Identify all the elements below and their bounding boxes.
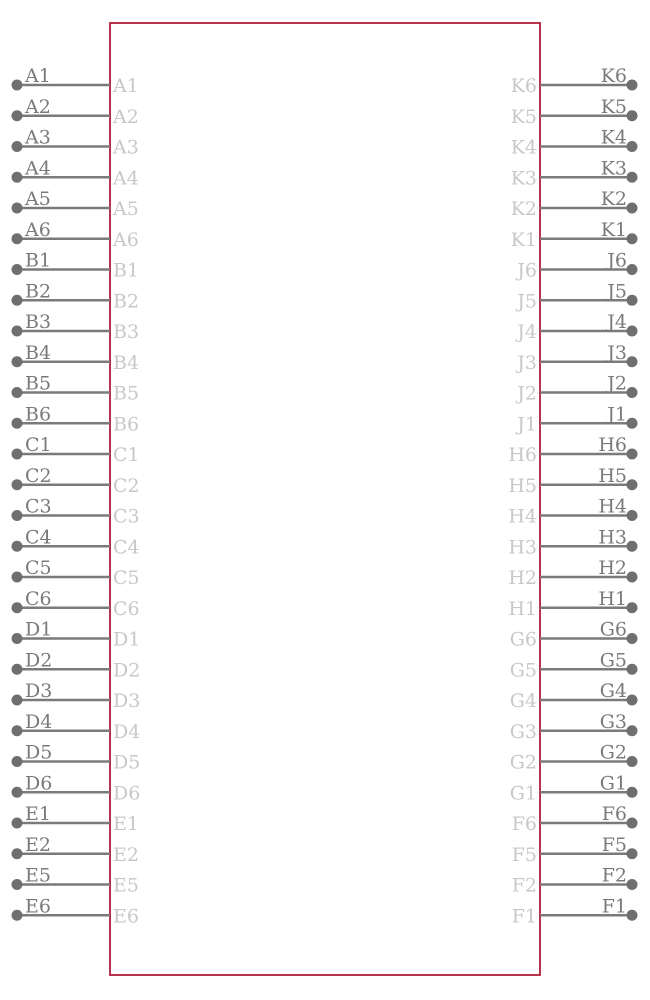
pin-number-label: J1	[607, 403, 627, 426]
pin-number-label: C2	[25, 464, 52, 487]
pin-number-label: E1	[25, 803, 51, 825]
pin-number-label: G6	[599, 618, 627, 641]
pin-name-label: B4	[113, 351, 140, 374]
pin-name-label: F6	[511, 813, 537, 835]
pin-name-label: E6	[113, 905, 139, 928]
pin-number-label: G1	[599, 772, 627, 795]
pin-terminal-dot	[627, 264, 638, 275]
pin-terminal-dot	[12, 756, 23, 767]
pin-number-label: B1	[25, 249, 52, 272]
pin-number-label: D4	[25, 710, 53, 733]
pin-number-label: A4	[25, 157, 51, 180]
pin-terminal-dot	[12, 295, 23, 306]
pin-terminal-dot	[12, 879, 23, 890]
pin-number-label: H2	[598, 557, 627, 579]
pin-terminal-dot	[627, 295, 638, 306]
pin-number-label: J5	[607, 280, 627, 303]
pin-number-label: K6	[600, 65, 627, 87]
pin-number-label: D6	[25, 772, 53, 795]
pin-terminal-dot	[12, 725, 23, 736]
pin-name-label: G4	[509, 690, 537, 712]
pin-number-label: E6	[25, 895, 51, 918]
pin-number-label: J2	[607, 372, 627, 395]
pin-name-label: B2	[113, 290, 140, 313]
pin-name-label: A5	[113, 198, 139, 220]
pin-number-label: F6	[601, 803, 627, 825]
pin-number-label: J3	[607, 341, 627, 364]
pin-number-label: G5	[599, 649, 627, 672]
pin-terminal-dot	[627, 326, 638, 337]
pin-name-label: H6	[508, 444, 537, 466]
pin-name-label: G5	[509, 659, 537, 682]
pin-name-label: G6	[509, 628, 537, 651]
pin-terminal-dot	[12, 664, 23, 675]
component-body	[110, 23, 540, 975]
pin-name-label: D5	[113, 751, 141, 774]
pin-name-label: F5	[511, 843, 537, 866]
pin-number-label: D1	[25, 618, 53, 641]
pin-terminal-dot	[12, 510, 23, 521]
pin-terminal-dot	[627, 818, 638, 829]
pin-name-label: K1	[510, 228, 537, 251]
pin-number-label: E2	[25, 833, 51, 856]
pin-terminal-dot	[12, 80, 23, 91]
pin-name-label: D3	[113, 690, 141, 712]
pin-terminal-dot	[627, 848, 638, 859]
pin-number-label: H3	[598, 526, 627, 549]
pin-number-label: K1	[600, 218, 627, 241]
pin-number-label: C3	[25, 495, 52, 518]
pin-terminal-dot	[12, 848, 23, 859]
pin-terminal-dot	[12, 818, 23, 829]
pin-name-label: D6	[113, 782, 141, 805]
pin-terminal-dot	[627, 203, 638, 214]
pin-number-label: G3	[599, 710, 627, 733]
pin-name-label: K3	[510, 167, 537, 190]
pin-terminal-dot	[627, 879, 638, 890]
pin-terminal-dot	[627, 756, 638, 767]
pin-name-label: E5	[113, 874, 139, 897]
pin-terminal-dot	[627, 80, 638, 91]
pin-name-label: B6	[113, 413, 140, 436]
pin-terminal-dot	[12, 110, 23, 121]
pin-terminal-dot	[12, 910, 23, 921]
pin-name-label: K2	[510, 198, 537, 220]
pin-terminal-dot	[627, 387, 638, 398]
pin-terminal-dot	[12, 695, 23, 706]
pin-number-label: H6	[598, 434, 627, 456]
pin-name-label: C1	[113, 444, 140, 466]
pin-name-label: C3	[113, 505, 140, 528]
pin-name-label: C6	[113, 597, 140, 620]
pin-name-label: J1	[517, 413, 537, 436]
pin-number-label: G2	[599, 741, 627, 764]
pin-terminal-dot	[12, 787, 23, 798]
pin-terminal-dot	[12, 449, 23, 460]
pin-number-label: A5	[25, 188, 51, 210]
pin-number-label: B5	[25, 372, 52, 395]
pin-number-label: C5	[25, 557, 52, 579]
pin-terminal-dot	[627, 172, 638, 183]
pin-name-label: C5	[113, 567, 140, 589]
pin-number-label: C6	[25, 587, 52, 610]
pin-name-label: J6	[517, 259, 537, 282]
pin-terminal-dot	[12, 602, 23, 613]
pin-name-label: J4	[517, 321, 537, 343]
pin-terminal-dot	[12, 356, 23, 367]
pin-terminal-dot	[12, 233, 23, 244]
pin-terminal-dot	[12, 541, 23, 552]
pin-name-label: D4	[113, 720, 141, 743]
pin-name-label: K6	[510, 75, 537, 97]
pin-name-label: D2	[113, 659, 141, 682]
pin-number-label: D2	[25, 649, 53, 672]
pin-terminal-dot	[627, 479, 638, 490]
pin-number-label: J6	[607, 249, 627, 272]
pin-name-label: C2	[113, 474, 140, 497]
pin-number-label: B2	[25, 280, 52, 303]
pin-number-label: A2	[25, 95, 51, 118]
pin-name-label: K4	[510, 136, 537, 159]
pin-terminal-dot	[12, 633, 23, 644]
pin-terminal-dot	[12, 572, 23, 583]
pin-name-label: D1	[113, 628, 141, 651]
pin-number-label: F1	[601, 895, 627, 918]
pin-name-label: A1	[113, 75, 139, 97]
pin-name-label: B1	[113, 259, 140, 282]
pin-terminal-dot	[627, 633, 638, 644]
pin-name-label: E2	[113, 843, 139, 866]
pin-terminal-dot	[12, 172, 23, 183]
pin-terminal-dot	[627, 110, 638, 121]
pin-name-label: A2	[113, 105, 139, 128]
pin-terminal-dot	[627, 418, 638, 429]
pin-number-label: G4	[599, 680, 627, 702]
pin-number-label: H1	[598, 587, 627, 610]
pin-name-label: E1	[113, 813, 139, 835]
pin-name-label: K5	[510, 105, 537, 128]
pin-number-label: C1	[25, 434, 52, 456]
pin-name-label: H3	[508, 536, 537, 559]
pin-terminal-dot	[627, 572, 638, 583]
pin-number-label: K4	[600, 126, 627, 149]
pin-number-label: K2	[600, 188, 627, 210]
pin-name-label: F2	[511, 874, 537, 897]
pin-terminal-dot	[12, 203, 23, 214]
pin-terminal-dot	[627, 356, 638, 367]
pin-terminal-dot	[627, 233, 638, 244]
pin-number-label: K5	[600, 95, 627, 118]
pin-name-label: B5	[113, 382, 140, 405]
pin-number-label: A3	[25, 126, 51, 149]
pin-name-label: H1	[508, 597, 537, 620]
pin-name-label: A4	[113, 167, 139, 190]
pin-number-label: C4	[25, 526, 52, 549]
pin-terminal-dot	[12, 326, 23, 337]
pin-terminal-dot	[627, 541, 638, 552]
pin-terminal-dot	[627, 910, 638, 921]
pin-name-label: J3	[517, 351, 537, 374]
pin-number-label: B4	[25, 341, 52, 364]
pin-number-label: B6	[25, 403, 52, 426]
pin-terminal-dot	[627, 449, 638, 460]
pin-terminal-dot	[627, 725, 638, 736]
pin-name-label: J5	[517, 290, 537, 313]
pin-name-label: C4	[113, 536, 140, 559]
pin-terminal-dot	[12, 418, 23, 429]
pin-name-label: A3	[113, 136, 139, 159]
pin-number-label: J4	[607, 311, 627, 333]
pin-terminal-dot	[627, 787, 638, 798]
pin-number-label: A1	[25, 65, 51, 87]
pin-name-label: A6	[113, 228, 139, 251]
pin-number-label: H4	[598, 495, 627, 518]
pin-terminal-dot	[627, 664, 638, 675]
pin-terminal-dot	[627, 141, 638, 152]
pin-name-label: G2	[509, 751, 537, 774]
pin-name-label: H4	[508, 505, 537, 528]
pin-terminal-dot	[12, 479, 23, 490]
pin-number-label: D5	[25, 741, 53, 764]
pin-terminal-dot	[12, 264, 23, 275]
pin-name-label: H2	[508, 567, 537, 589]
pin-number-label: D3	[25, 680, 53, 702]
pin-name-label: F1	[511, 905, 537, 928]
pin-number-label: F2	[601, 864, 627, 887]
pin-terminal-dot	[627, 510, 638, 521]
pin-name-label: B3	[113, 321, 140, 343]
pin-terminal-dot	[627, 602, 638, 613]
pin-name-label: J2	[517, 382, 537, 405]
pin-number-label: E5	[25, 864, 51, 887]
pin-terminal-dot	[12, 387, 23, 398]
pin-number-label: H5	[598, 464, 627, 487]
pin-number-label: B3	[25, 311, 52, 333]
pin-terminal-dot	[12, 141, 23, 152]
pin-name-label: H5	[508, 474, 537, 497]
pin-number-label: K3	[600, 157, 627, 180]
pin-name-label: G3	[509, 720, 537, 743]
pin-number-label: F5	[601, 833, 627, 856]
pin-terminal-dot	[627, 695, 638, 706]
pin-number-label: A6	[25, 218, 51, 241]
pin-name-label: G1	[509, 782, 537, 805]
